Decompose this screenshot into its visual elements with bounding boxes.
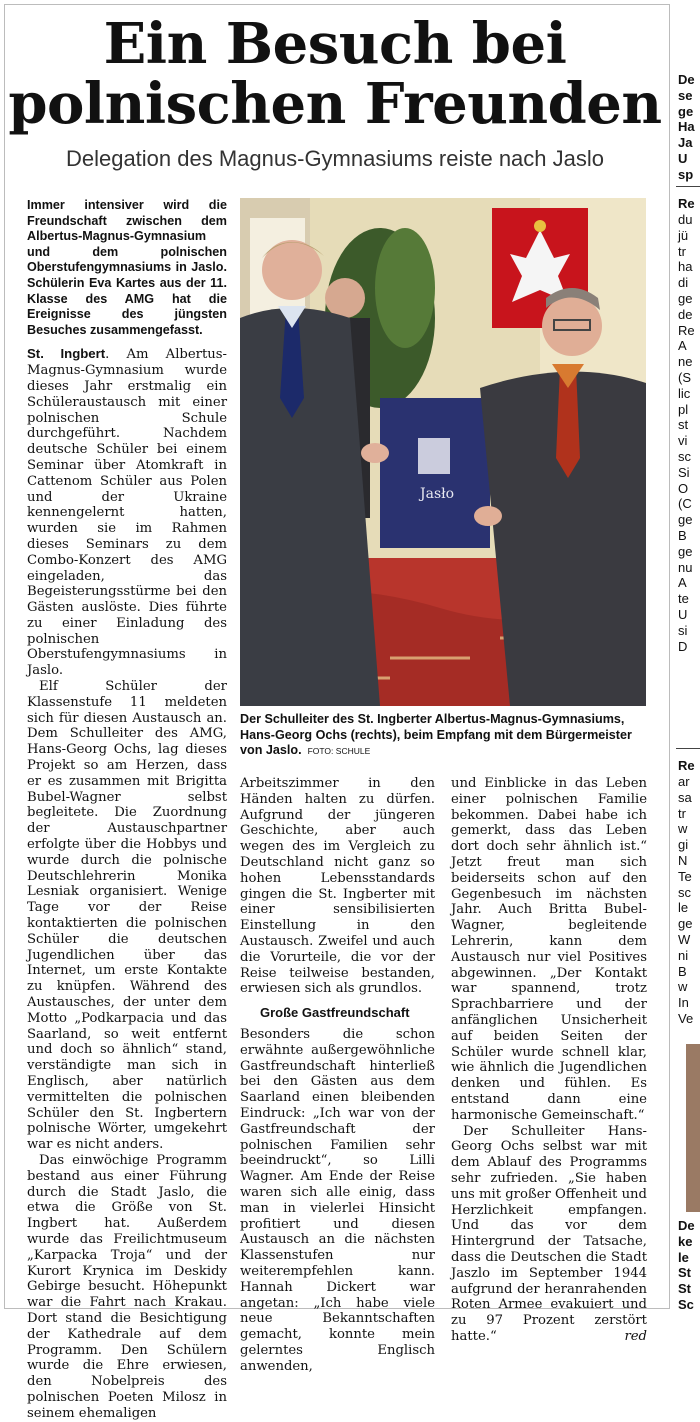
author-signature: red: [624, 1328, 647, 1344]
headline: Ein Besuch bei polnischen Freunden: [8, 11, 662, 137]
adjacent-rule: [676, 186, 700, 187]
body-paragraph: Elf Schüler der Klassenstufe 11 meldeten sich für diesen Austausch an. Dem Schulleiter des AMG, Hans-Georg Ochs, lag dieses Projekt so am Herzen, dass er es zusammen mit Brigitta Bubel-Wagner selbst begleitete. Die Zuordnung der Austauschpartner erfolgte über die Hobbys und wurde durch die polnische Deutschlehrerin Monika Lesniak organisiert. Wenige Tage vor der Reise kontaktierten die polnischen Schüler die deutschen Jugendlichen über das Internet, um erste Kontakte zu knüpfen. Während des Austausches, der unter dem Motto „Podkarpacia und das Saarland, so weit entfernt und doch so ähnlich“ stand, verständigte man sich in Englisch, aber natürlich vermittelten die polnischen Schüler den St. Ingbertern polnische Wörter, umgekehrt war es nicht anders.: [27, 679, 227, 1153]
middle-column: [240, 776, 435, 1374]
section-subheading: Große Gastfreundschaft: [260, 1005, 410, 1021]
lead-paragraph: Immer intensiver wird die Freundschaft zwischen dem Albertus-Magnus-Gymnasium und dem polnischen Oberstufengymnasiums in Jaslo. Schülerin Eva Kartes aus der 11. Klasse des AMG hat die Ereignisse des jüngsten Besuches zusammengefasst.: [27, 198, 227, 337]
subhead: Delegation des Magnus-Gymnasiums reiste nach Jaslo: [65, 146, 605, 171]
adjacent-article-body: ar sa tr w gi N Te sc le ge W ni B w In Ve: [678, 774, 694, 1026]
right-column: [451, 776, 647, 1345]
bag-label: Jasło: [420, 486, 455, 502]
adjacent-article-body: du jü tr ha di ge de Re A ne (S lic pl st vi sc Si O (C ge B ge nu A te U si D: [678, 212, 695, 654]
body-paragraph: Der Schulleiter Hans-Georg Ochs selbst war mit dem Ablauf des Programms sehr zufrieden. „Sie haben uns mit großer Offenheit und Herzlichkeit empfangen. Und das vor dem Hintergrund der Tatsache, dass die Deutschen die Stadt Jaszlo im September 1944 aufgrund der heranrahenden Roten Armee evakuiert und zu 97 Prozent zerstört hatte.“ red: [451, 1123, 647, 1344]
adjacent-photo-caption: De ke le St St Sc: [678, 1218, 695, 1312]
left-column: [27, 198, 227, 1422]
body-paragraph: Besonders die schon erwähnte außergewöhnliche Gastfreundschaft hinterließ bei den Gästen aus dem Saarland einen bleibenden Eindruck: „Ich war von der Gastfreundschaft der polnischen Familien sehr beeindruckt“, so Lilli Wagner. Am Ende der Reise waren sich alle einig, dass man in vielerlei Hinsicht profitiert und diesen Austausch an die nächsten Klassenstufen nur weiterempfehlen kann. Hannah Dickert war angetan: „Ich habe viele neue Bekanntschaften gemacht, konnte mein gelerntes Englisch anwenden,: [240, 1026, 435, 1374]
adjacent-photo: [686, 1044, 700, 1212]
dateline: St. Ingbert: [27, 346, 106, 362]
body-paragraph: Arbeitszimmer in den Händen halten zu dürfen. Aufgrund der jüngeren Geschichte, aber auch wegen des im Vergleich zu Deutschland nicht ganz so hohen Lebensstandards gingen die St. Ingberter mit einer sensibilisierten Einstellung in den Austausch. Zweifel und auch die Vorurteile, die vor der Reise teilweise bestanden, erwiesen sich als grundlos.: [240, 776, 435, 997]
article-photo: [240, 198, 646, 706]
body-paragraph: St. Ingbert. Am Albertus-Magnus-Gymnasium wurde dieses Jahr erstmalig ein Schüleraustausch mit einer polnischen Schule durchgeführt. Nachdem deutsche Schüler bei einem Seminar über Atomkraft in Cattenom Schüler aus Polen und der Ukraine kennengelernt hatten, wurden sie im Rahmen dieses Seminars zu dem Combo-Konzert des AMG eingeladen, das Begeisterungsstürme bei den Gästen auslöste. Dies führte zu einer Einladung des polnischen Oberstufengymnasiums in Jaslo.: [27, 346, 227, 679]
adjacent-article-lead: De se ge Ha Ja U sp: [678, 72, 695, 182]
photo-caption: Der Schulleiter des St. Ingberter Albertus-Magnus-Gymnasiums, Hans-Georg Ochs (rechts), beim Empfang mit dem Bürgermeister von Jaslo. FOTO: SCHULE: [240, 712, 632, 758]
body-paragraph: Das einwöchige Programm bestand aus einer Führung durch die Stadt Jaslo, die etwa die Größe von St. Ingbert hat. Außerdem wurde das Freilichtmuseum „Karpacka Troja“ und der Kurort Krynica im Deskidy Gebirge besucht. Höhepunkt war die Fahrt nach Krakau. Dort stand die Besichtigung der Kathedrale auf dem Programm. Den Schülern wurde die Ehre erwiesen, den Nobelpreis des polnischen Poeten Milosz in seinem ehemaligen: [27, 1152, 227, 1421]
photo-credit: FOTO: SCHULE: [307, 746, 371, 757]
body-paragraph: und Einblicke in das Leben einer polnischen Familie bekommen. Dabei habe ich gemerkt, dass das Leben dort doch sehr ähnlich ist.“ Jetzt freut man sich beiderseits schon auf den Gegenbesuch im nächsten Jahr. Auch Britta Bubel-Wagner, begleitende Lehrerin, kann dem Austausch nur viel Positives abgewinnen. „Der Kontakt war spannend, trotz Sprachbarriere und der anfänglichen Unsicherheit auf beiden Seiten der Schüler wurde schnell klar, wie ähnlich die Jugendlichen denken und fühlen. Es entstand dann eine harmonische Gemeinschaft.“: [451, 776, 647, 1123]
adjacent-rule: [676, 748, 700, 749]
adjacent-article-dateline: Re: [678, 758, 695, 773]
adjacent-article-dateline: Re: [678, 196, 695, 211]
photo-illustration: [240, 198, 646, 706]
